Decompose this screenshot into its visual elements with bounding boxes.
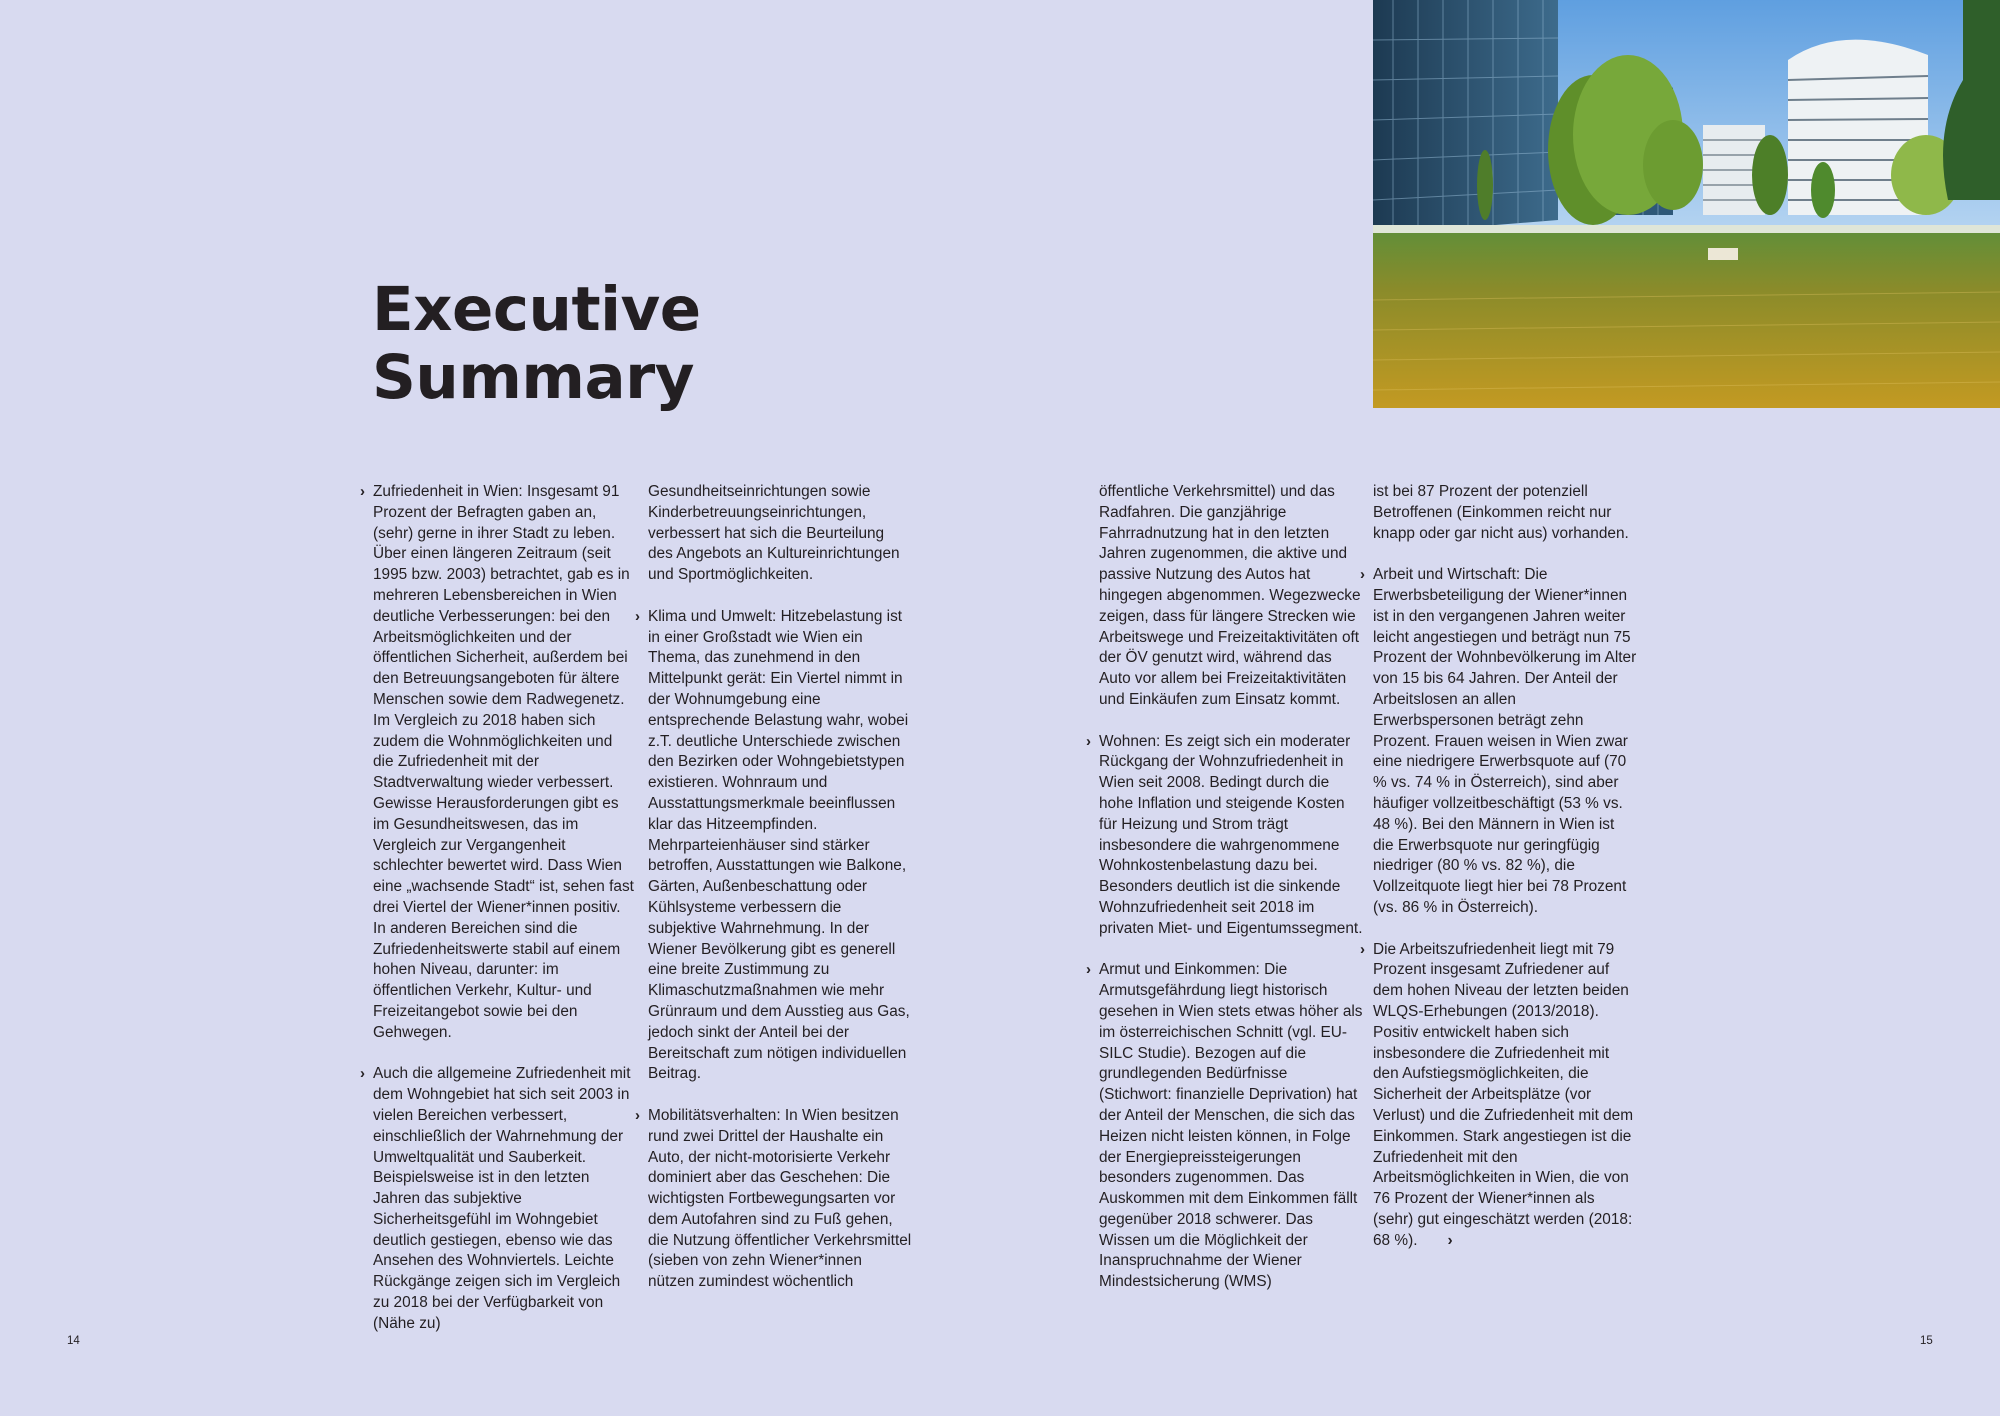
page-number-right: 15	[1920, 1335, 1933, 1347]
bullet-marker-icon: ›	[360, 1065, 365, 1083]
bullet-arbeit-wirtschaft	[1360, 565, 1637, 919]
office-buildings-photo	[1373, 0, 2000, 408]
bullet-text: Arbeit und Wirtschaft: Die Erwerbsbeteiligung der Wiener*innen ist in den vergangenen Jahren weiter leicht angestiegen und beträgt nun 75 Prozent der Wohnbevölkerung im Alter von 15 bis 64 Jahren. Der Anteil der Arbeitslosen an allen Erwerbspersonen beträgt zehn Prozent. Frauen weisen in Wien zwar eine niedrigere Erwerbsquote auf (70 % vs. 74 % in Österreich), sind aber häufiger vollzeitbeschäftigt (53 % vs. 48 %). Bei den Männern in Wien ist die Erwerbsquote nur geringfügig niedriger (80 % vs. 82 %), die Vollzeitquote liegt hier bei 78 Prozent (vs. 86 % in Österreich).	[1373, 566, 1637, 916]
bullet-marker-icon: ›	[635, 607, 640, 625]
bullet-text: Wohnen: Es zeigt sich ein moderater Rückgang der Wohnzufriedenheit in Wien seit 2008. Bedingt durch die hohe Inflation und steigende Kosten für Heizung und Strom trägt insbesondere die wahrgenommene Wohnkostenbelastung dazu bei. Besonders deutlich ist die sinkende Wohnzufriedenheit seit 2018 im privaten Miet- und Eigentumssegment.	[1099, 732, 1363, 937]
continue-arrow-icon: ›	[1447, 1231, 1453, 1249]
bullet-marker-icon: ›	[1086, 732, 1091, 750]
bullet-text: Mobilitätsverhalten: In Wien besitzen rund zwei Drittel der Haushalte ein Auto, der nicht-motorisierte Verkehr dominiert aber das Geschehen: Die wichtigsten Fortbewegungsarten vor dem Autofahren sind zu Fuß gehen, die Nutzung öffentlicher Verkehrsmittel (sieben von zehn Wiener*innen nützen zumindest wöchentlich	[648, 1106, 912, 1291]
text-column-2	[635, 482, 912, 1293]
bullet-wohnen	[1086, 732, 1363, 940]
title-line-1: Executive	[372, 274, 701, 345]
bullet-zufriedenheit	[360, 482, 637, 1044]
bullet-marker-icon: ›	[360, 483, 365, 500]
bullet-text: Auch die allgemeine Zufriedenheit mit dem Wohngebiet hat sich seit 2003 in vielen Bereichen verbessert, einschließlich der Wahrnehmung der Umweltqualität und Sauberkeit. Beispielsweise ist in den letzten Jahren das subjektive Sicherheitsgefühl im Wohngebiet deutlich gestiegen, ebenso wie das Ansehen des Wohnviertels. Leichte Rückgänge zeigen sich im Vergleich zu 2018 bei der Verfügbarkeit von (Nähe zu)	[373, 1065, 631, 1332]
bullet-marker-icon: ›	[1360, 566, 1365, 584]
page-number-left: 14	[67, 1335, 80, 1347]
text-column-1	[360, 482, 637, 1335]
text-column-4	[1360, 482, 1637, 1251]
title-line-2: Summary	[372, 342, 694, 413]
bullet-text: Klima und Umwelt: Hitzebelastung ist in einer Großstadt wie Wien ein Thema, das zunehmend in den Mittelpunkt gerät: Ein Viertel nimmt in der Wohnumgebung eine entsprechende Belastung wahr, wobei z.T. deutliche Unterschiede zwischen den Bezirken oder Wohngebietstypen existieren. Wohnraum und Ausstattungsmerkmale beeinflussen klar das Hitzeempfinden. Mehrparteienhäuser sind stärker betroffen, Ausstattungen wie Balkone, Gärten, Außenbeschattung oder Kühlsysteme verbessern die subjektive Wahrnehmung. In der Wiener Bevölkerung gibt es generell eine breite Zustimmung zu Klimaschutzmaßnahmen wie mehr Grünraum und dem Ausstieg aus Gas, jedoch sinkt der Anteil bei der Bereitschaft zum nötigen individuellen Beitrag.	[648, 607, 910, 1083]
continued-text: öffentliche Verkehrsmittel) und das Radfahren. Die ganzjährige Fahrradnutzung hat in den letzten Jahren zugenommen, die aktive und passive Nutzung des Autos hat hingegen abgenommen. Wegezwecke zeigen, dass für längere Strecken wie Arbeitswege und Freizeitaktivitäten oft der ÖV genutzt wird, während das Auto vor allem bei Freizeitaktivitäten und Einkäufen zum Einsatz kommt.	[1099, 483, 1361, 708]
page-title	[372, 276, 701, 412]
bullet-text: Die Arbeitszufriedenheit liegt mit 79 Prozent insgesamt Zufriedener auf dem hohen Niveau der letzten beiden WLQS-Erhebungen (2013/2018). Positiv entwickelt haben sich insbesondere die Zufriedenheit mit den Aufstiegsmöglichkeiten, die Sicherheit der Arbeitsplätze (vor Verlust) und die Zufriedenheit mit dem Einkommen. Stark angestiegen ist die Zufriedenheit mit den Arbeitsmöglichkeiten in Wien, die von 76 Prozent der Wiener*innen als (sehr) gut eingeschätzt werden (2018: 68 %).	[1373, 940, 1634, 1249]
text-column-3	[1086, 482, 1363, 1293]
bullet-marker-icon: ›	[1360, 940, 1365, 958]
bullet-armut-einkommen	[1086, 960, 1363, 1293]
bullet-arbeitszufriedenheit	[1360, 940, 1637, 1252]
bullet-klima-umwelt	[635, 607, 912, 1085]
continued-text: ist bei 87 Prozent der potenziell Betroffenen (Einkommen reicht nur knapp oder gar nicht aus) vorhanden.	[1373, 483, 1629, 542]
bullet-marker-icon: ›	[635, 1106, 640, 1124]
bullet-text: Zufriedenheit in Wien: Insgesamt 91 Prozent der Befragten gaben an, (sehr) gerne in ihrer Stadt zu leben. Über einen längeren Zeitraum (seit 1995 bzw. 2003) betrachtet, gab es in mehreren Lebensbereichen in Wien deutliche Verbesserungen: bei den Arbeitsmöglichkeiten und der öffentlichen Sicherheit, außerdem bei den Betreuungsangeboten für ältere Menschen sowie dem Radwegenetz. Im Vergleich zu 2018 haben sich zudem die Wohnmöglichkeiten und die Zufriedenheit mit der Stadtverwaltung wieder verbessert. Gewisse Herausforderungen gibt es im Gesundheitswesen, das im Vergleich zur Vergangenheit schlechter bewertet wird. Dass Wien eine „wachsende Stadt“ ist, sehen fast drei Viertel der Wiener*innen positiv. In anderen Bereichen sind die Zufriedenheitswerte stabil auf einem hohen Niveau, darunter: im öffentlichen Verkehr, Kultur- und Freizeitangebot sowie bei den Gehwegen.	[373, 483, 634, 1041]
bullet-mobilitaet	[635, 1106, 912, 1293]
bullet-marker-icon: ›	[1086, 961, 1091, 979]
bullet-wohngebiet	[360, 1064, 637, 1334]
continued-text: Gesundheitseinrichtungen sowie Kinderbetreuungseinrichtungen, verbessert hat sich die Beurteilung des Angebots an Kultureinrichtungen und Sportmöglichkeiten.	[648, 483, 900, 584]
bullet-text: Armut und Einkommen: Die Armutsgefährdung liegt historisch gesehen in Wien stets etwas höher als im österreichischen Schnitt (vgl. EU-SILC Studie). Bezogen auf die grundlegenden Bedürfnisse (Stichwort: finanzielle Deprivation) hat der Anteil der Menschen, die sich das Heizen nicht leisten können, in Folge der Energiepreissteigerungen besonders zugenommen. Das Auskommen mit dem Einkommen fällt gegenüber 2018 schwerer. Das Wissen um die Möglichkeit der Inanspruchnahme der Wiener Mindestsicherung (WMS)	[1099, 961, 1363, 1291]
